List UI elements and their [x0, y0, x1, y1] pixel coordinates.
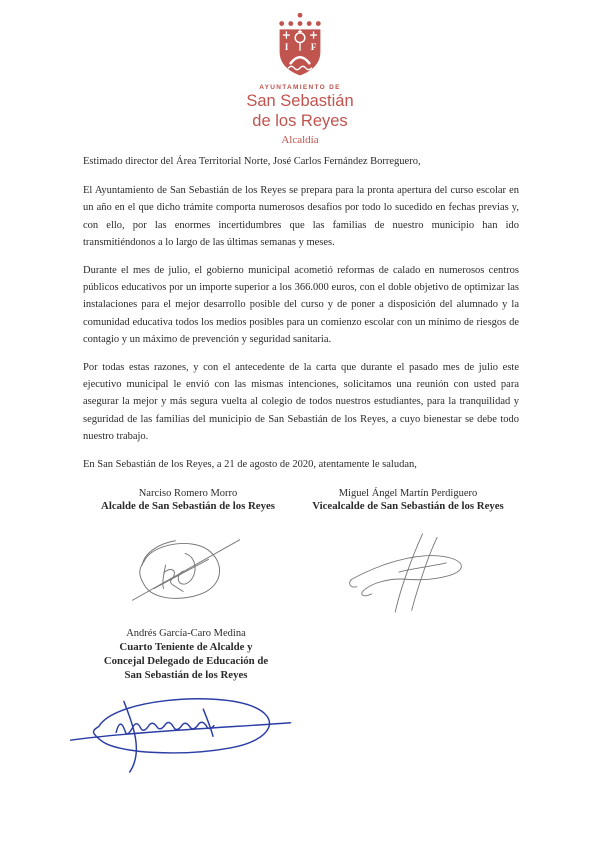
signatory-title-line1: Cuarto Teniente de Alcalde y	[119, 641, 253, 653]
signature-row	[83, 487, 523, 619]
signatory-title-line3: San Sebastián de los Reyes	[124, 668, 248, 681]
org-name-line2: de los Reyes	[252, 111, 348, 130]
signatory-title: Alcalde de San Sebastián de los Reyes	[101, 500, 275, 512]
signatory-name: Andrés García-Caro Medina	[126, 628, 246, 639]
paragraph-3: Por todas estas razones, y con el antecedente de la carta que durante el pasado mes de julio este ejecutivo municipal le envió con las mismas intenciones, solicitamos una reunión con usted para asegurar la mejor y más segura vuelta al colegio de todos nuestros estudiantes, para la tranquilidad y seguridad de las familias del municipio de San Sebastián de los Reyes, a cuyo bienestar se debe todo nuestro trabajo.	[83, 362, 519, 442]
letter-body	[83, 153, 519, 473]
signatory-title-line2: Concejal Delegado de Educación de	[103, 654, 269, 667]
handwritten-signature-deputy-icon	[338, 532, 478, 614]
crest-letter-f: F	[310, 43, 317, 54]
city-crest-icon	[277, 12, 323, 77]
closing-line: En San Sebastián de los Reyes, a 21 de agosto de 2020, atentamente le saludan,	[83, 459, 417, 471]
department-label: Alcaldía	[281, 133, 319, 146]
paragraph-2: Durante el mes de julio, el gobierno municipal acometió reformas de calado en numerosos centros públicos educativos por un importe superior a los 366.000 euros, con el doble objetivo de optimizar las instalaciones para el mejor desarrollo posible del curso y de poner a disposición del alumnado y la comunidad educativa todos los medios posibles para un comienzo escolar con un mínimo de riesgos de contagio y un máximo de prevención y seguridad sanitaria.	[83, 265, 519, 345]
signatory-title: Vicealcalde de San Sebastián de los Reyes	[312, 500, 504, 512]
letterhead	[0, 12, 600, 146]
signatory-name: Narciso Romero Morro	[138, 488, 238, 499]
crest-letter-i: I	[284, 43, 289, 54]
handwritten-signature-mayor-icon	[113, 532, 263, 610]
signatory-name: Miguel Ángel Martín Perdiguero	[338, 488, 478, 499]
signatory-mayor	[83, 487, 293, 619]
org-name-line1: San Sebastián	[246, 92, 354, 110]
paragraph-1: El Ayuntamiento de San Sebastián de los Reyes se prepara para la pronta apertura del curso escolar en un año en el que dicho trámite comporta numerosos desafíos por todo lo sucedido en fechas previas y, con ello, por las enormes incertidumbres que las familias de nuestro municipio han ido transmitiéndonos a lo largo de las últimas semanas y meses.	[83, 185, 519, 248]
org-label: AYUNTAMIENTO DE	[259, 84, 341, 91]
handwritten-signature-councillor-icon	[62, 684, 302, 776]
signatory-deputy-mayor	[293, 487, 523, 619]
salutation: Estimado director del Área Territorial Norte, José Carlos Fernández Borreguero,	[83, 156, 421, 167]
signatory-education-councillor	[84, 627, 288, 781]
